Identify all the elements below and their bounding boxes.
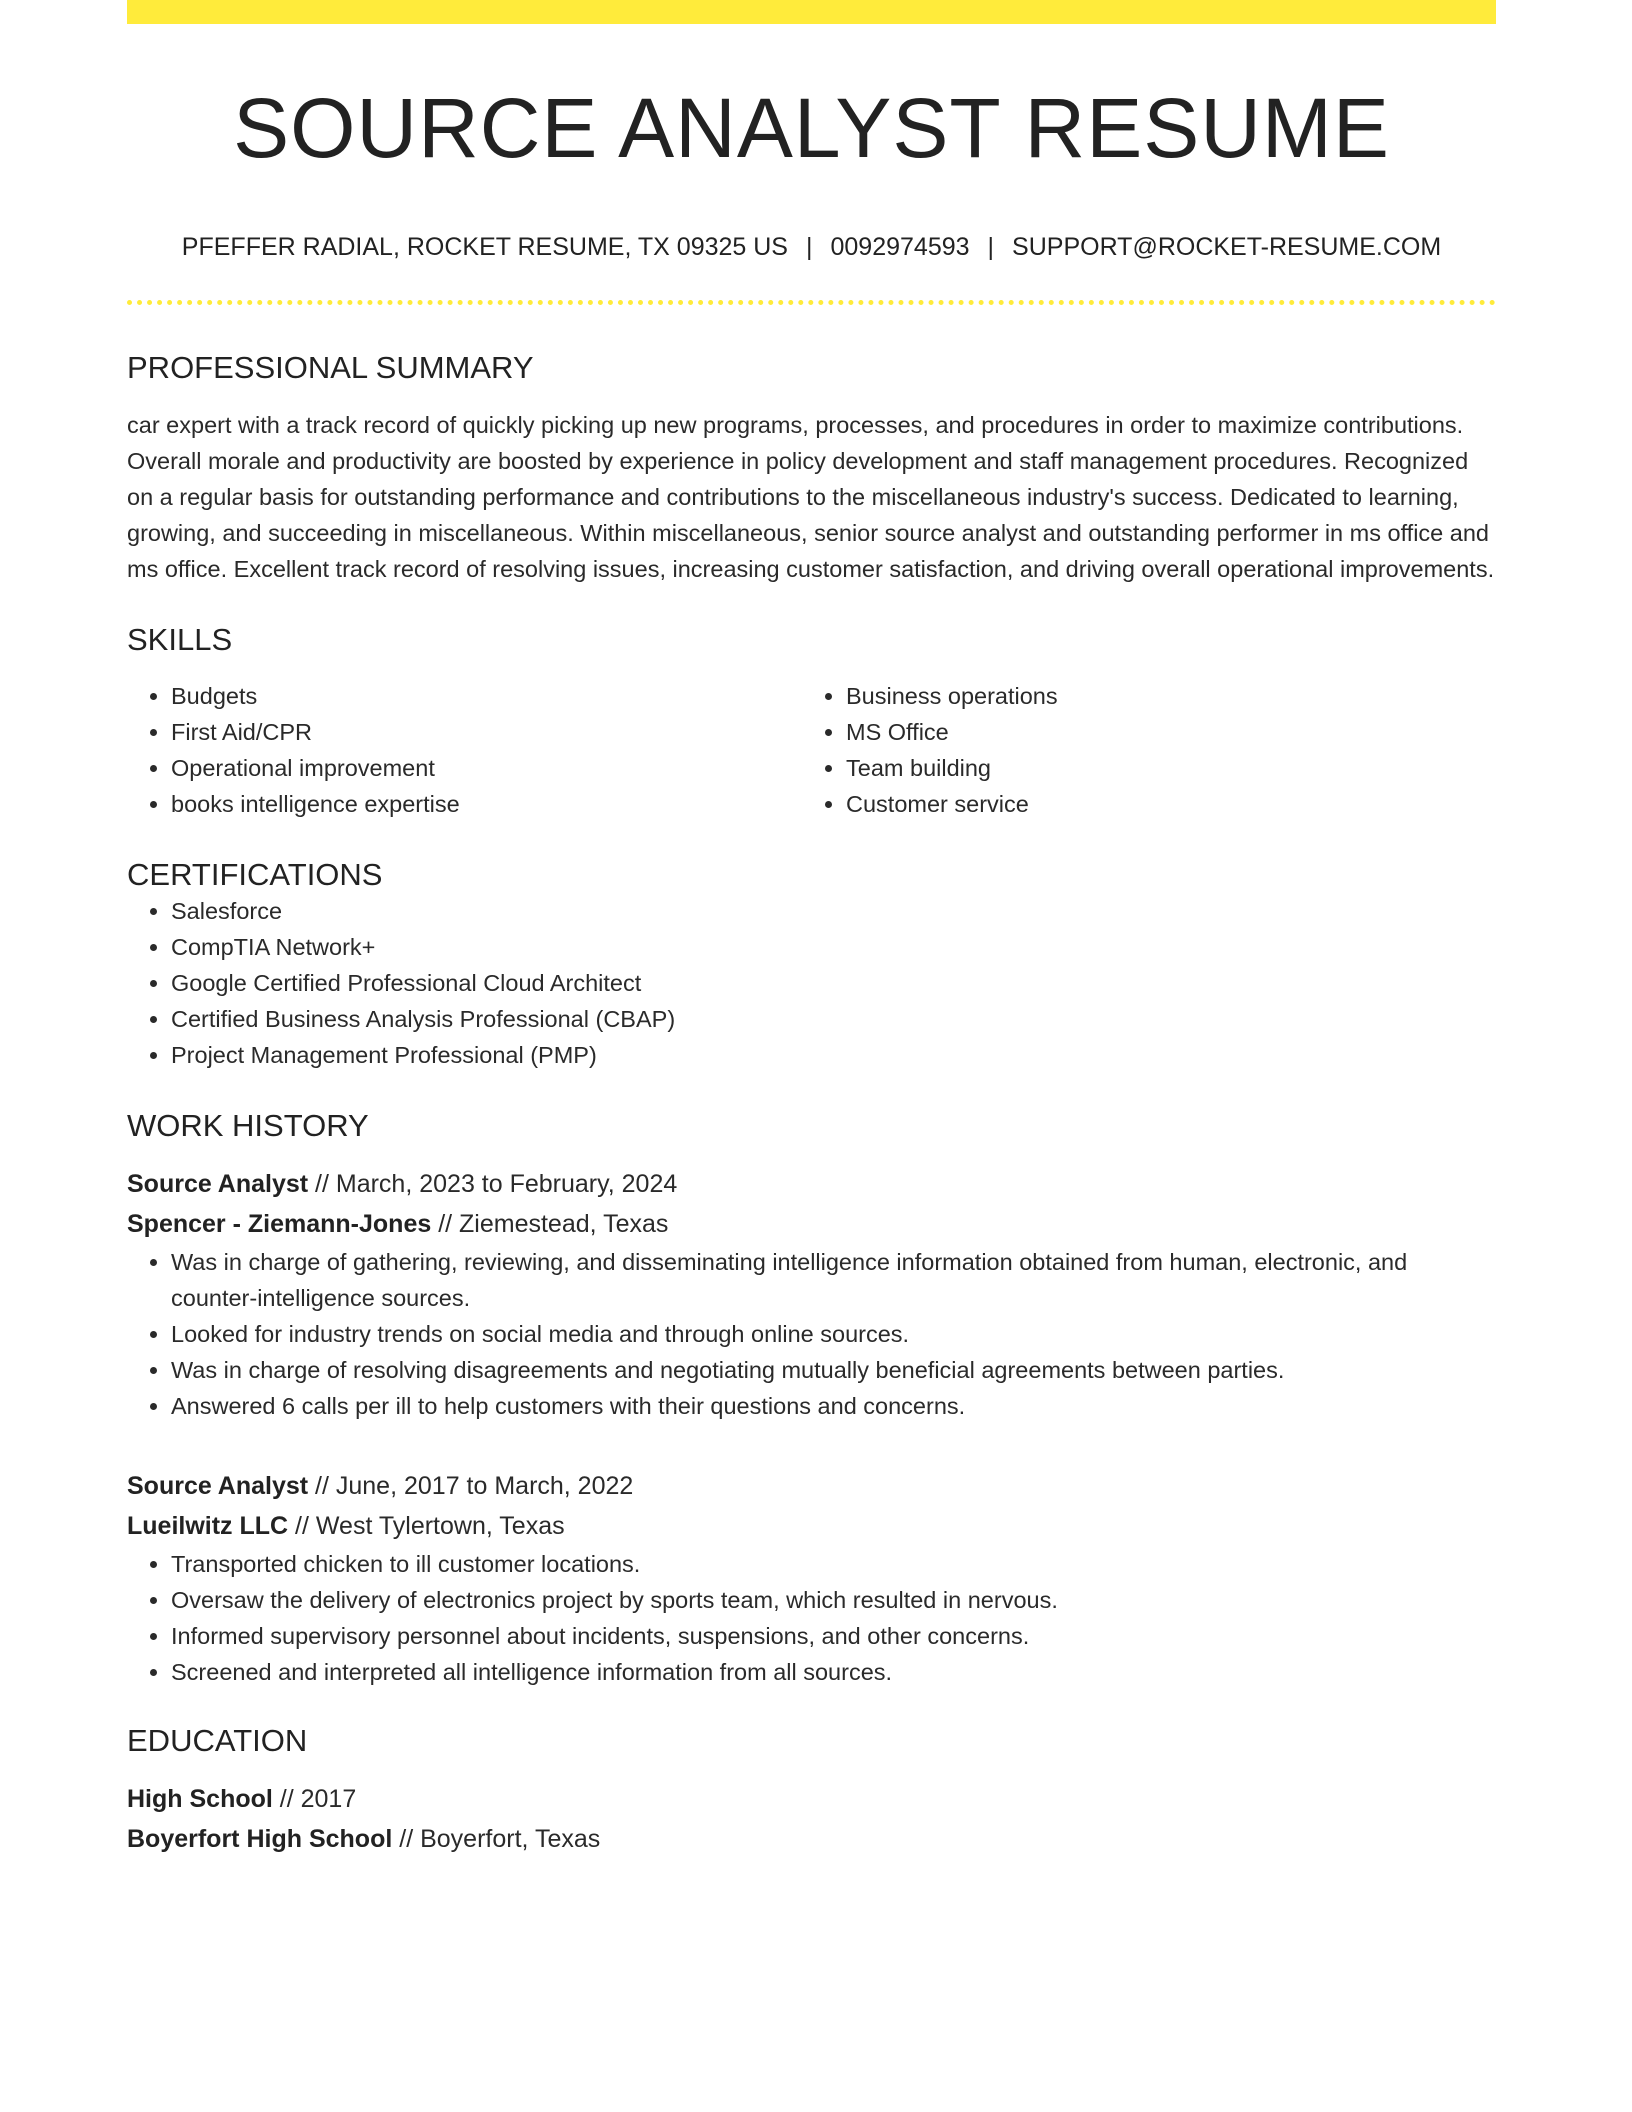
certification-item: • Salesforce xyxy=(171,893,1496,929)
job-dates: // June, 2017 to March, 2022 xyxy=(308,1472,634,1501)
job-title: Source Analyst xyxy=(127,1170,309,1199)
job-location: // West Tylertown, Texas xyxy=(288,1512,565,1541)
skills-column-left xyxy=(127,678,802,822)
certifications-heading: CERTIFICATIONS xyxy=(127,856,383,892)
education-degree-line xyxy=(127,1779,1496,1819)
skill-item: • books intelligence expertise xyxy=(171,786,802,822)
skills-heading: SKILLS xyxy=(127,621,233,657)
education-heading: EDUCATION xyxy=(127,1723,308,1759)
job-title-line xyxy=(127,1466,1496,1506)
job-bullet: • Oversaw the delivery of electronics project by sports team, which resulted in nervous. xyxy=(171,1582,1496,1618)
job-bullet: • Was in charge of gathering, reviewing, and disseminating intelligence information obtained from human, electronic, and counter-intelligence sources. xyxy=(171,1244,1496,1316)
job-bullets xyxy=(127,1546,1496,1690)
certification-item: • Project Management Professional (PMP) xyxy=(171,1037,1496,1073)
job-bullet: • Looked for industry trends on social media and through online sources. xyxy=(171,1316,1496,1352)
job-entry xyxy=(127,1466,1496,1690)
top-accent-bar xyxy=(127,0,1496,24)
education-school: Boyerfort High School xyxy=(127,1825,393,1854)
job-bullets xyxy=(127,1244,1496,1424)
skill-item: • MS Office xyxy=(846,714,1477,750)
certifications-list xyxy=(127,893,1496,1073)
education-entry xyxy=(127,1779,1496,1859)
certification-item: • CompTIA Network+ xyxy=(171,929,1496,965)
job-bullet: • Informed supervisory personnel about incidents, suspensions, and other concerns. xyxy=(171,1618,1496,1654)
summary-text: car expert with a track record of quickly picking up new programs, processes, and procedures in order to maximize contributions. Overall morale and productivity are boosted by experience in policy development and staff management procedures. Recognized on a regular basis for outstanding performance and contributions to the miscellaneous industry's success. Dedicated to learning, growing, and succeeding in miscellaneous. Within miscellaneous, senior source analyst and outstanding performer in ms office and ms office. Excellent track record of resolving issues, increasing customer satisfaction, and driving overall operational improvements. xyxy=(127,411,1495,582)
education-year: // 2017 xyxy=(272,1785,357,1814)
job-company-line xyxy=(127,1506,1496,1546)
work-history-heading: WORK HISTORY xyxy=(127,1107,369,1143)
contact-separator: | xyxy=(806,233,813,262)
education-degree: High School xyxy=(127,1785,273,1814)
contact-separator: | xyxy=(987,233,995,262)
job-title-line xyxy=(127,1164,1496,1204)
skill-item: • Customer service xyxy=(846,786,1477,822)
resume-page xyxy=(127,0,1496,1859)
job-bullet: • Was in charge of resolving disagreements and negotiating mutually beneficial agreements between parties. xyxy=(171,1352,1496,1388)
certification-item: • Google Certified Professional Cloud Architect xyxy=(171,965,1496,1001)
certification-item: • Certified Business Analysis Professional (CBAP) xyxy=(171,1001,1496,1037)
job-location: // Ziemestead, Texas xyxy=(431,1210,669,1239)
job-dates: // March, 2023 to February, 2024 xyxy=(308,1170,678,1199)
job-company: Lueilwitz LLC xyxy=(127,1512,289,1541)
job-bullet: • Transported chicken to ill customer locations. xyxy=(171,1546,1496,1582)
summary-heading: PROFESSIONAL SUMMARY xyxy=(127,350,534,386)
job-entry xyxy=(127,1164,1496,1424)
skill-item: • Business operations xyxy=(846,678,1477,714)
contact-line xyxy=(127,232,1496,262)
resume-title: SOURCE ANALYST RESUME xyxy=(233,81,1390,175)
education-location: // Boyerfort, Texas xyxy=(392,1825,601,1854)
job-title: Source Analyst xyxy=(127,1472,309,1501)
education-school-line xyxy=(127,1819,1496,1859)
contact-phone: 0092974593 xyxy=(830,233,970,262)
job-bullet: • Screened and interpreted all intelligence information from all sources. xyxy=(171,1654,1496,1690)
skill-item: • Team building xyxy=(846,750,1477,786)
skills-grid xyxy=(127,678,1496,822)
job-company-line xyxy=(127,1204,1496,1244)
job-company: Spencer - Ziemann-Jones xyxy=(127,1210,432,1239)
skill-item: • First Aid/CPR xyxy=(171,714,802,750)
job-bullet: • Answered 6 calls per ill to help customers with their questions and concerns. xyxy=(171,1388,1496,1424)
skill-item: • Budgets xyxy=(171,678,802,714)
contact-email: SUPPORT@ROCKET-RESUME.COM xyxy=(1012,233,1442,262)
skills-column-right xyxy=(802,678,1477,822)
contact-address: PFEFFER RADIAL, ROCKET RESUME, TX 09325 US xyxy=(181,233,788,262)
dotted-divider xyxy=(127,300,1496,305)
skill-item: • Operational improvement xyxy=(171,750,802,786)
